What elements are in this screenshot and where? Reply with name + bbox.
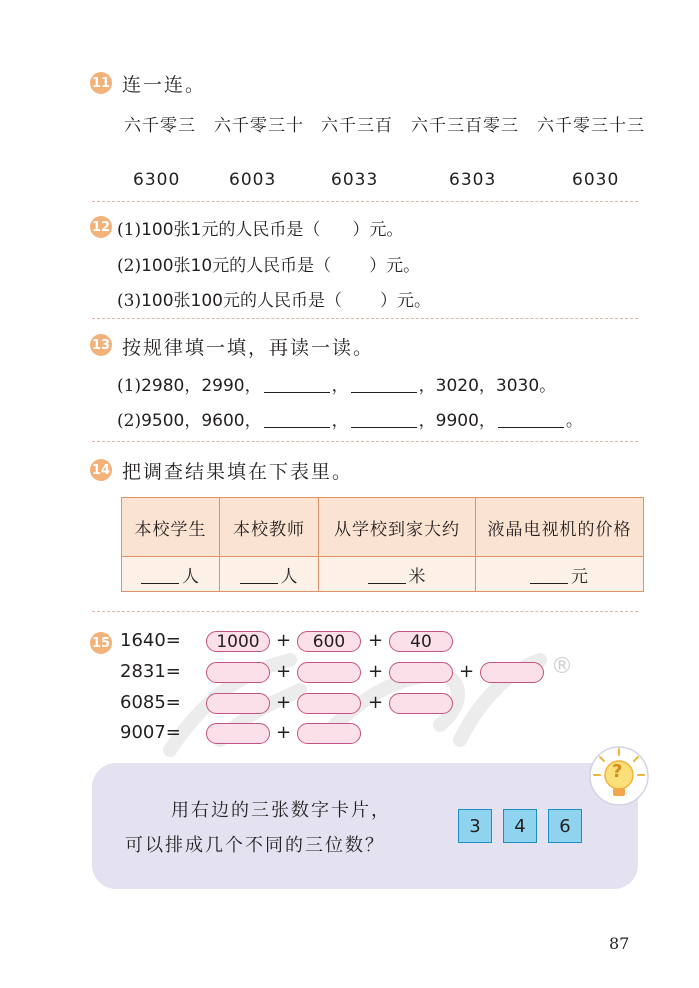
q12-text: 元的人民币是（: [212, 256, 332, 276]
q13-value: 2980: [141, 376, 185, 396]
q13-line-2: (2)9500，9600， ， ，9900， 。: [117, 411, 583, 431]
q12-index: (2): [117, 256, 142, 276]
q11-word-5[interactable]: 六千零三十三: [537, 116, 645, 136]
q15-answer-box[interactable]: [297, 662, 361, 683]
unit-label: 人: [182, 566, 200, 587]
table-answer-cell[interactable]: [319, 557, 476, 592]
answer-blank[interactable]: [141, 569, 179, 584]
q15-equation-label: 6085=: [120, 692, 181, 713]
question-15-badge: 15: [90, 632, 112, 654]
q11-word-1[interactable]: 六千零三: [124, 116, 196, 136]
q12-index: (1): [117, 220, 142, 240]
q12-line-2: [117, 251, 420, 276]
q12-value: 100: [190, 291, 223, 311]
q15-answer-box[interactable]: 40: [389, 631, 453, 652]
q12-line-1: [117, 215, 403, 240]
q13-value: 3020: [435, 376, 479, 396]
q15-equation-label: 1640=: [120, 630, 181, 651]
q13-answer-blank[interactable]: [351, 376, 417, 393]
table-header-row: [122, 498, 644, 557]
q11-number-4[interactable]: 6303: [449, 170, 497, 190]
q13-value: 9600: [201, 411, 245, 431]
plus-sign: +: [276, 661, 292, 682]
q13-index: (2): [117, 411, 142, 431]
q12-value: 10: [190, 256, 213, 276]
q11-number-2[interactable]: 6003: [229, 170, 277, 190]
q12-line-3: [117, 286, 431, 311]
table-row: [122, 557, 644, 592]
q15-answer-box[interactable]: [480, 662, 544, 683]
q11-word-2[interactable]: 六千零三十: [214, 116, 304, 136]
q12-text: ）元。: [380, 291, 431, 311]
q12-text: 元的人民币是（: [201, 220, 321, 240]
plus-sign: +: [276, 630, 292, 651]
answer-blank[interactable]: [240, 569, 278, 584]
q11-number-5[interactable]: 6030: [572, 170, 620, 190]
q13-line-1: (1)2980，2990， ， ，3020，3030。: [117, 376, 557, 396]
survey-table: [121, 497, 644, 592]
answer-blank[interactable]: [530, 569, 568, 584]
q15-answer-box[interactable]: [206, 693, 270, 714]
q12-index: (3): [117, 291, 142, 311]
q12-amount: 100: [141, 256, 174, 276]
unit-label: 元: [571, 566, 589, 587]
plus-sign: +: [368, 630, 384, 651]
q15-answer-box[interactable]: 1000: [206, 631, 270, 652]
table-answer-cell[interactable]: [476, 557, 644, 592]
q12-amount: 100: [141, 291, 174, 311]
divider: [92, 611, 638, 612]
q13-index: (1): [117, 376, 142, 396]
q12-text: 张: [173, 256, 191, 276]
q15-answer-box[interactable]: [389, 662, 453, 683]
registered-mark: ®: [551, 654, 573, 679]
q13-answer-blank[interactable]: [264, 376, 330, 393]
table-header-cell: 液晶电视机的价格: [476, 498, 644, 557]
question-13-badge: 13: [90, 334, 112, 356]
lightbulb-hint: [588, 745, 650, 807]
question-14-badge: 14: [90, 459, 112, 481]
hint-question-mark: ?: [612, 761, 623, 782]
puzzle-line-1: 用右边的三张数字卡片，: [171, 800, 391, 821]
table-answer-cell[interactable]: [220, 557, 319, 592]
table-answer-cell[interactable]: [122, 557, 220, 592]
q13-value: 9900: [435, 411, 479, 431]
q15-answer-box[interactable]: [297, 693, 361, 714]
q11-word-3[interactable]: 六千三百: [321, 116, 393, 136]
divider: [92, 441, 638, 442]
question-11-badge: 11: [90, 72, 112, 94]
q15-equation-label: 9007=: [120, 722, 181, 743]
q11-number-1[interactable]: 6300: [133, 170, 181, 190]
q13-answer-blank[interactable]: [498, 411, 564, 428]
plus-sign: +: [368, 661, 384, 682]
table-header-cell: 本校学生: [122, 498, 220, 557]
digit-card[interactable]: 3: [458, 809, 492, 843]
q11-number-3[interactable]: 6033: [331, 170, 379, 190]
q13-answer-blank[interactable]: [351, 411, 417, 428]
q15-answer-box[interactable]: 600: [297, 631, 361, 652]
question-14-title: 把调查结果填在下表里。: [122, 461, 354, 483]
q12-text: 张: [173, 291, 191, 311]
divider: [92, 201, 638, 202]
q13-value: 2990: [201, 376, 245, 396]
q12-amount: 100: [141, 220, 174, 240]
unit-label: 人: [280, 566, 299, 587]
question-13-title: 按规律填一填，再读一读。: [122, 337, 375, 359]
q15-answer-box[interactable]: [206, 723, 270, 744]
table-header-cell: 从学校到家大约: [319, 498, 476, 557]
q15-answer-box[interactable]: [389, 693, 453, 714]
q15-equation-label: 2831=: [120, 661, 181, 682]
puzzle-line-2: 可以排成几个不同的三位数？: [125, 835, 385, 856]
q13-answer-blank[interactable]: [264, 411, 330, 428]
plus-sign: +: [459, 661, 475, 682]
plus-sign: +: [276, 722, 292, 743]
table-header-cell: 本校教师: [220, 498, 319, 557]
q12-text: ）元。: [369, 256, 421, 276]
divider: [92, 318, 638, 319]
answer-blank[interactable]: [368, 569, 406, 584]
question-11-title: 连一连。: [122, 74, 207, 96]
plus-sign: +: [368, 692, 384, 713]
q12-text: 张: [173, 220, 191, 240]
q12-text: 元的人民币是（: [223, 291, 342, 311]
digit-card[interactable]: 4: [503, 809, 537, 843]
q15-answer-box[interactable]: [206, 662, 270, 683]
q13-value: 9500: [141, 411, 185, 431]
digit-card[interactable]: 6: [548, 809, 582, 843]
q12-text: ）元。: [352, 220, 404, 240]
q11-word-4[interactable]: 六千三百零三: [411, 116, 519, 136]
q13-value: 3030: [495, 376, 540, 396]
question-12-badge: 12: [90, 216, 112, 238]
unit-label: 米: [408, 566, 427, 587]
q12-value: 1: [190, 220, 202, 240]
plus-sign: +: [276, 692, 292, 713]
q15-answer-box[interactable]: [297, 723, 361, 744]
page-number: 87: [609, 934, 630, 953]
